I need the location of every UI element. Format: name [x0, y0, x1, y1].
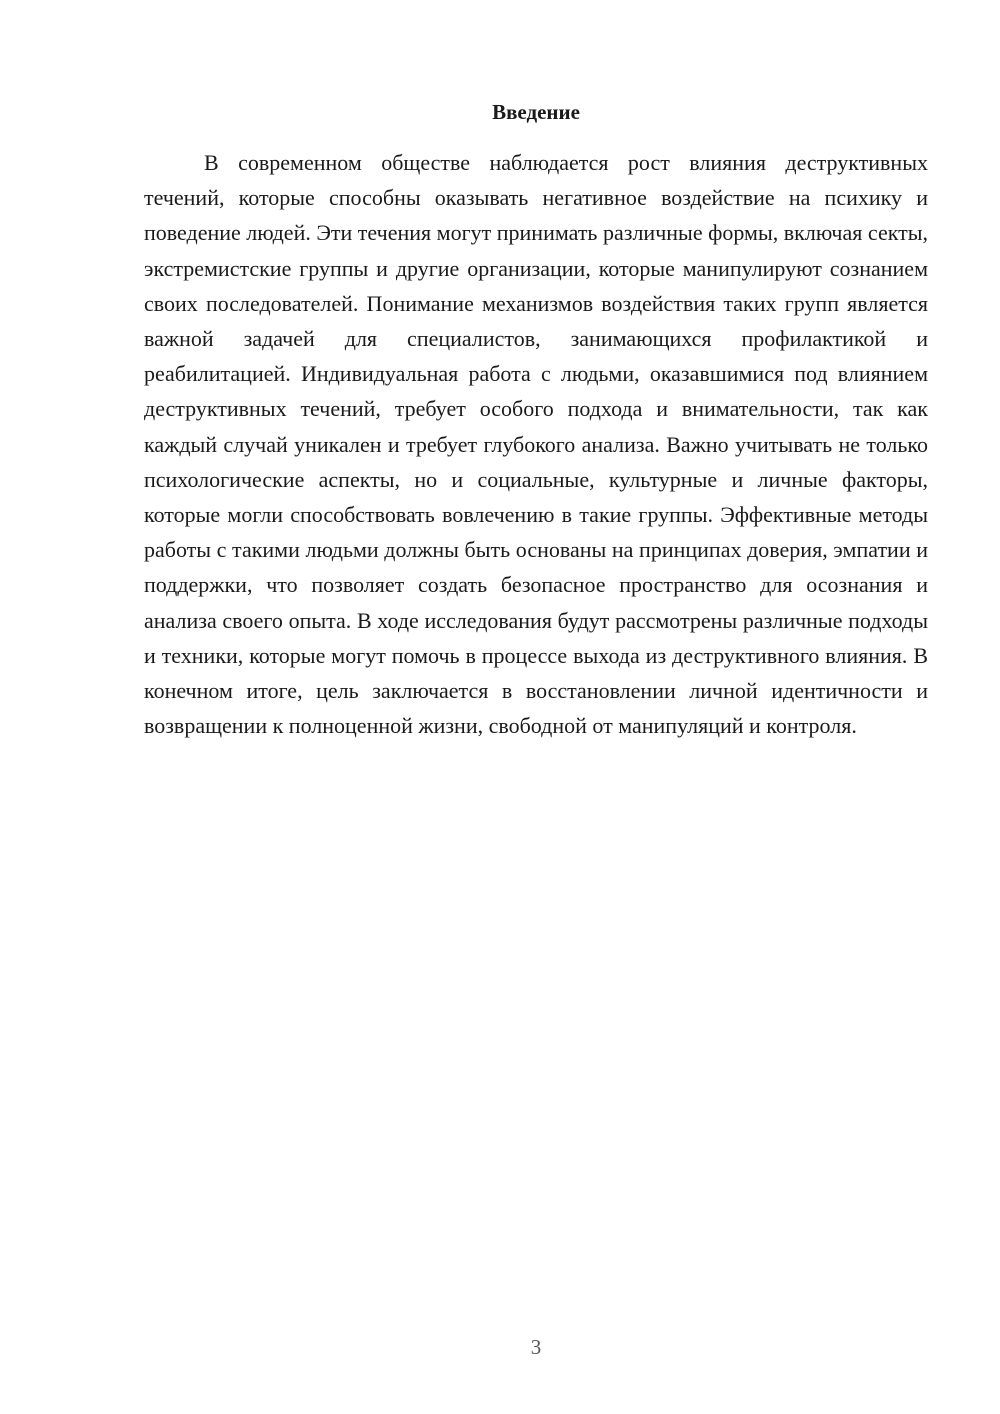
introduction-paragraph: В современном обществе наблюдается рост влияния деструктивных течений, которые способны оказывать негативное воздействие на психику и поведение людей. Эти течения могут принимать различные формы, включая секты, экстремистские группы и другие организации, которые манипулируют сознанием своих последователей. Понимание механизмов воздействия таких групп является важной задачей для специалистов, занимающихся профилактикой и реабилитацией. Индивидуальная работа с людьми, оказавшимися под влиянием деструктивных течений, требует особого подхода и внимательности, так как каждый случай уникален и требует глубокого анализа. Важно учитывать не только психологические аспекты, но и социальные, культурные и личные факторы, которые могли способствовать вовлечению в такие группы. Эффективные методы работы с такими людьми должны быть основаны на принципах доверия, эмпатии и поддержки, что позволяет создать безопасное пространство для осознания и анализа своего опыта. В ходе исследования будут рассмотрены различные подходы и техники, которые могут помочь в процессе выхода из деструктивного влияния. В конечном итоге, цель заключается в восстановлении личной идентичности и возвращении к полноценной жизни, свободной от манипуляций и контроля. — [144, 150, 928, 739]
section-heading: Введение — [492, 100, 580, 124]
page-number: 3 — [530, 1335, 542, 1359]
